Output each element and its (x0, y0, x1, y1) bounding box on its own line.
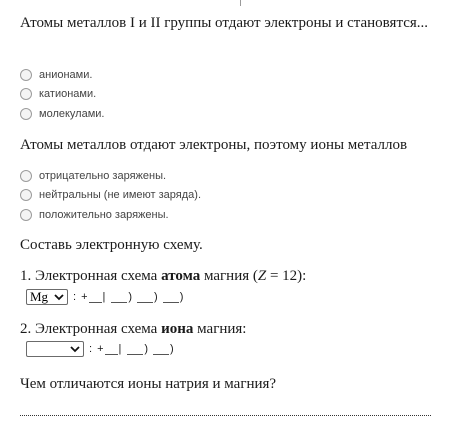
answer-input-line[interactable] (20, 414, 431, 416)
option-label: нейтральны (не имеют заряда). (39, 189, 202, 202)
scheme-2-title (20, 320, 246, 338)
scheme-1-bold-word: атома (161, 268, 201, 284)
chevron-down-icon (54, 293, 64, 301)
option-positive[interactable] (20, 205, 201, 225)
plus-sign: + (81, 291, 88, 303)
option-molecules[interactable] (20, 104, 104, 124)
nucleus-charge-blank[interactable] (89, 292, 102, 303)
question-3-text: Чем отличаются ионы натрия и магния? (20, 376, 277, 392)
option-label: молекулами. (39, 107, 105, 120)
ion-charge-blank[interactable] (105, 344, 118, 355)
scheme-2-prefix: 2. Электронная схема (20, 321, 162, 337)
option-label: анионами. (39, 68, 93, 81)
radio-circle-icon[interactable] (20, 108, 32, 120)
question-1-options (20, 65, 104, 124)
element-select-1[interactable] (26, 289, 68, 305)
question-1-text: Атомы металлов I и II группы отдают электроны и становятся... (20, 15, 429, 31)
shell-2-blank[interactable] (153, 344, 169, 355)
shell-paren: ) (144, 343, 149, 355)
radio-circle-icon[interactable] (20, 69, 32, 81)
scheme-2-row (26, 341, 175, 357)
radio-circle-icon[interactable] (20, 170, 32, 182)
question-2-options (20, 166, 201, 225)
shell-3-blank[interactable] (163, 292, 179, 303)
scheme-2-bold-word: иона (161, 321, 194, 337)
scheme-1-suffix: = 12): (266, 268, 307, 284)
shell-paren: ) (170, 343, 174, 355)
shell-1-blank[interactable] (111, 292, 127, 303)
top-divider-tick (240, 0, 241, 6)
colon: : (89, 343, 93, 355)
element-select-2[interactable] (26, 341, 84, 357)
separator: | (118, 343, 122, 355)
shell-1-blank[interactable] (127, 344, 143, 355)
shell-paren: ) (179, 291, 184, 303)
z-symbol: Z (257, 268, 267, 284)
option-anions[interactable] (20, 65, 104, 85)
radio-circle-icon[interactable] (20, 88, 32, 100)
plus-sign: + (97, 343, 104, 355)
option-label: положительно заряжены. (39, 208, 169, 221)
colon: : (73, 291, 77, 303)
chevron-down-icon (70, 345, 80, 353)
shell-paren: ) (154, 291, 158, 303)
scheme-1-title (20, 267, 306, 285)
separator: | (102, 291, 106, 303)
question-2-text: Атомы металлов отдают электроны, поэтому ионы металлов (20, 137, 408, 153)
scheme-1-prefix: 1. Электронная схема (20, 268, 162, 284)
select-value: Mg (30, 289, 49, 304)
option-cations[interactable] (20, 85, 104, 105)
option-label: отрицательно заряжены. (39, 169, 167, 182)
scheme-1-middle: магния ( (200, 268, 258, 284)
scheme-2-suffix: магния: (193, 321, 247, 337)
radio-circle-icon[interactable] (20, 209, 32, 221)
shell-paren: ) (128, 291, 133, 303)
scheme-1-row (26, 289, 184, 305)
task-text: Составь электронную схему. (20, 237, 203, 253)
option-label: катионами. (39, 88, 97, 101)
option-neutral[interactable] (20, 186, 201, 206)
radio-circle-icon[interactable] (20, 189, 32, 201)
option-negative[interactable] (20, 166, 201, 186)
shell-2-blank[interactable] (137, 292, 153, 303)
